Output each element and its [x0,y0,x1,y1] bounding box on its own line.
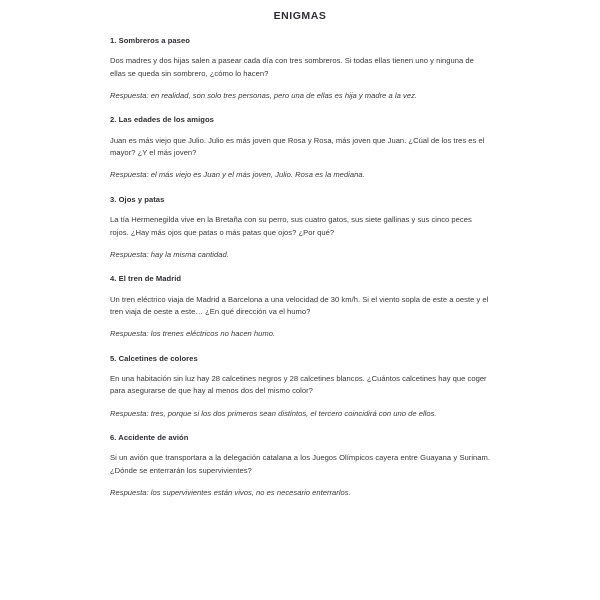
enigma-answer: Respuesta: el más viejo es Juan y el más joven, Julio. Rosa es la mediana. [110,170,365,180]
enigma-heading: 4. El tren de Madrid [110,274,182,284]
enigma-item [110,354,490,420]
page-title: ENIGMAS [273,10,327,22]
enigma-heading: 2. Las edades de los amigos [110,115,214,125]
enigma-item [110,115,490,181]
enigma-answer: Respuesta: hay la misma cantidad. [110,249,229,259]
enigma-body: Si un avión que transportara a la delegación catalana a los Juegos Olímpicos cayera entre Guayana y Surinam. ¿Dónde se enterrarán los supervivientes? [110,453,490,475]
enigma-answer: Respuesta: los trenes eléctricos no hacen humo. [110,329,276,339]
enigma-heading: 1. Sombreros a paseo [110,36,190,45]
enigma-heading: 3. Ojos y patas [110,194,165,204]
enigma-item [110,195,490,261]
enigma-item [110,433,490,499]
enigma-body: En una habitación sin luz hay 28 calcetines negros y 28 calcetines blancos. ¿Cuántos calcetines hay que coger para asegurarse de que hay al menos dos del mismo color? [110,373,487,396]
enigma-body: Un tren eléctrico viaja de Madrid a Barcelona a una velocidad de 30 km/h. Si el viento sopla de este a oeste y el tren viaja de oeste a este… ¿En qué dirección va el humo? [110,294,489,316]
enigma-answer: Respuesta: los supervivientes están vivos, no es necesario enterrarlos. [110,487,351,497]
enigma-heading: 6. Accidente de avión [110,432,189,442]
enigmas-list [110,36,490,506]
enigma-item [110,274,490,340]
enigma-item [110,36,490,102]
enigma-answer: Respuesta: en realidad, son solo tres personas, pero una de ellas es hija y madre a la vez. [110,91,418,101]
enigma-body: Dos madres y dos hijas salen a pasear cada día con tres sombreros. Si todas ellas tienen uno y ninguna de ellas se queda sin sombrero, ¿cómo lo hacen? [110,56,474,78]
enigma-body: La tía Hermenegilda vive en la Bretaña con su perro, sus cuatro gatos, sus siete gallinas y sus cinco peces rojos. ¿Hay más ojos que patas o más patas que ojos? ¿Por qué? [110,215,472,237]
enigma-body: Juan es más viejo que Julio. Julio es más joven que Rosa y Rosa, más joven que Juan. ¿Cúal de los tres es el mayor? ¿Y el más joven? [110,135,485,158]
enigma-answer: Respuesta: tres, porque si los dos primeros sean distintos, el tercero coincidirá con uno de ellos. [110,408,437,418]
enigma-heading: 5. Calcetines de colores [110,353,198,363]
